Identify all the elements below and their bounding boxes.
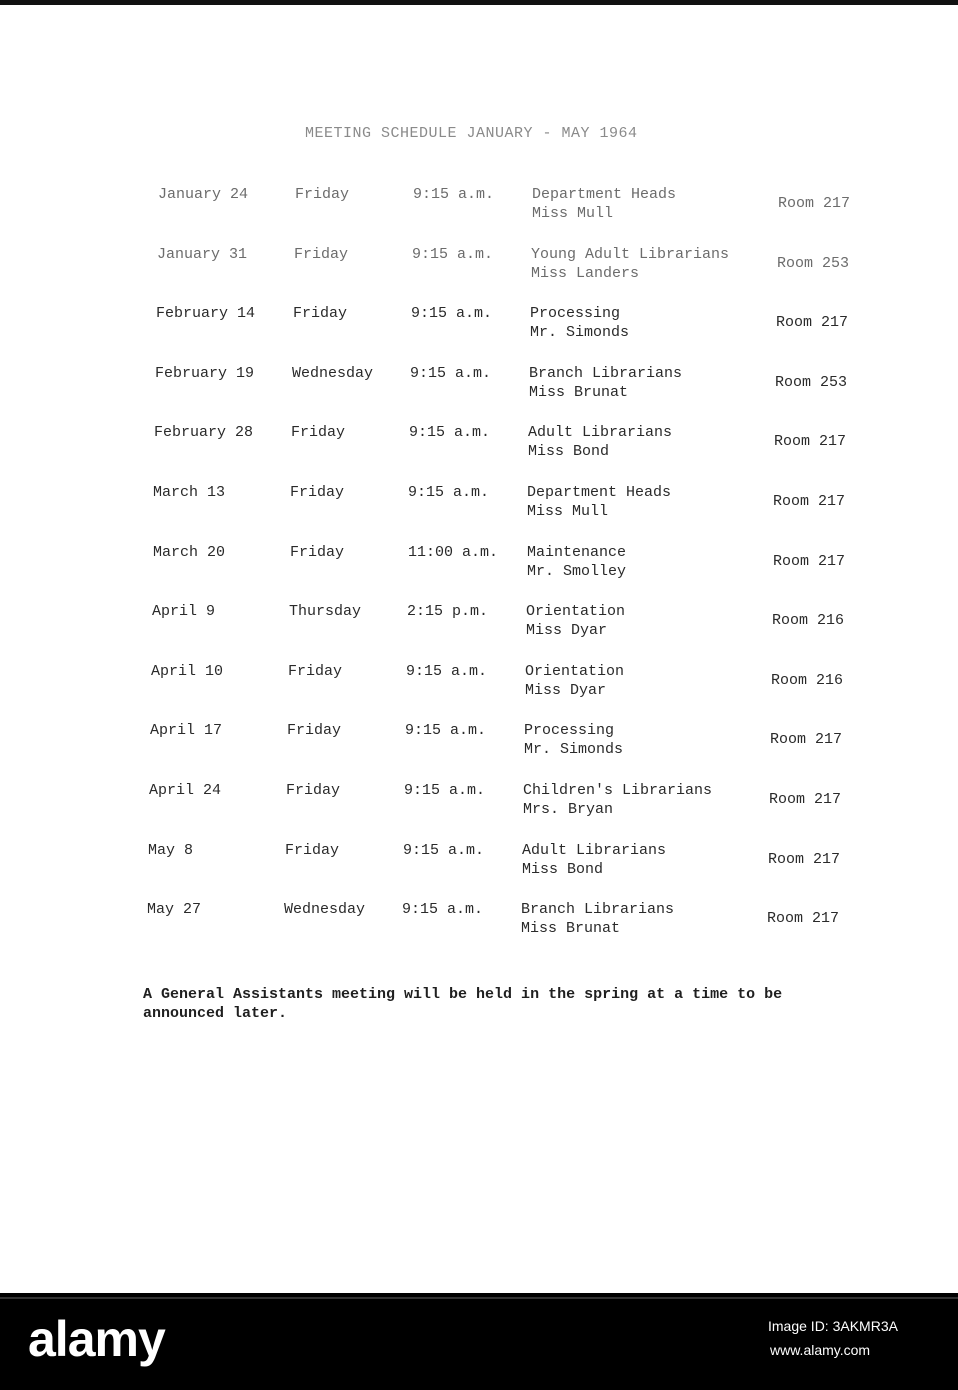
meeting-topic: Processing — [530, 305, 621, 323]
meeting-time: 9:15 a.m. — [406, 662, 488, 680]
footnote: A General Assistants meeting will be held in the spring at a time to be announced later. — [143, 986, 783, 1022]
meeting-row — [0, 245, 958, 289]
meeting-row — [0, 543, 958, 587]
meeting-date: March 13 — [153, 484, 226, 501]
meeting-time: 9:15 a.m. — [411, 305, 493, 323]
meeting-leader: Miss Dyar — [526, 622, 608, 640]
meeting-room: Room 217 — [774, 433, 847, 451]
site-url: www.alamy.com — [770, 1342, 871, 1358]
meeting-date: February 28 — [154, 424, 254, 442]
meeting-date: April 24 — [149, 782, 222, 799]
meeting-date: March 20 — [153, 543, 226, 561]
meeting-row — [0, 662, 958, 706]
watermark-divider — [0, 1297, 958, 1299]
meeting-time: 9:15 a.m. — [403, 841, 485, 859]
meeting-day: Friday — [287, 722, 342, 740]
meeting-day: Wednesday — [292, 364, 374, 382]
meeting-time: 9:15 a.m. — [402, 901, 484, 919]
document-page — [0, 5, 958, 1293]
meeting-row — [0, 304, 958, 348]
meeting-topic: Adult Librarians — [528, 424, 673, 442]
meeting-topic: Orientation — [525, 662, 625, 680]
meeting-topic: Orientation — [526, 603, 626, 621]
meeting-time: 9:15 a.m. — [410, 364, 492, 382]
meeting-date: February 19 — [155, 364, 255, 382]
meeting-row — [0, 602, 958, 646]
meeting-row — [0, 841, 958, 885]
meeting-leader: Miss Bond — [528, 443, 610, 461]
meeting-time: 9:15 a.m. — [412, 245, 494, 263]
meeting-leader: Miss Landers — [531, 264, 640, 282]
meeting-leader: Miss Bond — [522, 860, 604, 878]
meeting-topic: Department Heads — [532, 186, 677, 203]
meeting-leader: Mr. Smolley — [527, 562, 627, 580]
meeting-day: Friday — [293, 305, 348, 323]
meeting-leader: Miss Mull — [532, 205, 614, 222]
meeting-day: Thursday — [289, 603, 362, 621]
meeting-time: 9:15 a.m. — [409, 424, 491, 442]
image-id: Image ID: 3AKMR3A — [768, 1318, 898, 1334]
meeting-room: Room 217 — [773, 552, 846, 570]
meeting-leader: Mr. Simonds — [530, 324, 630, 342]
meeting-date: February 14 — [156, 305, 256, 323]
meeting-topic: Department Heads — [527, 484, 672, 501]
meeting-time: 9:15 a.m. — [404, 782, 486, 799]
meeting-room: Room 253 — [775, 373, 848, 391]
meeting-room: Room 216 — [772, 612, 845, 630]
meeting-day: Friday — [285, 841, 340, 859]
meeting-room: Room 253 — [777, 254, 850, 272]
meeting-topic: Maintenance — [527, 543, 627, 561]
meeting-time: 9:15 a.m. — [405, 722, 487, 740]
meeting-date: May 8 — [148, 841, 194, 859]
meeting-date: January 31 — [157, 245, 248, 263]
meeting-room: Room 217 — [773, 493, 846, 510]
meeting-day: Friday — [290, 484, 345, 501]
meeting-date: January 24 — [158, 186, 249, 203]
meeting-room: Room 217 — [770, 731, 843, 749]
meeting-date: April 17 — [150, 722, 223, 740]
meeting-room: Room 217 — [767, 910, 840, 928]
meeting-day: Friday — [290, 543, 345, 561]
meeting-day: Friday — [291, 424, 346, 442]
meeting-row — [0, 185, 958, 229]
meeting-day: Friday — [288, 662, 343, 680]
meeting-row — [0, 900, 958, 944]
meeting-row — [0, 781, 958, 825]
meeting-topic: Branch Librarians — [529, 364, 683, 382]
meeting-row — [0, 423, 958, 467]
meeting-row — [0, 483, 958, 527]
meeting-date: May 27 — [147, 901, 202, 919]
alamy-logo: alamy — [28, 1311, 165, 1367]
meeting-day: Wednesday — [284, 901, 366, 919]
meeting-topic: Adult Librarians — [522, 841, 667, 859]
page-title: MEETING SCHEDULE JANUARY - MAY 1964 — [305, 125, 638, 142]
meeting-topic: Branch Librarians — [521, 901, 675, 919]
meeting-topic: Children's Librarians — [523, 782, 713, 799]
meeting-leader: Miss Dyar — [525, 681, 607, 699]
meeting-date: April 10 — [151, 662, 224, 680]
meeting-room: Room 217 — [778, 195, 851, 212]
meeting-room: Room 216 — [771, 671, 844, 689]
meeting-room: Room 217 — [768, 850, 841, 868]
meeting-leader: Miss Brunat — [521, 920, 621, 938]
meeting-day: Friday — [295, 186, 350, 203]
meeting-leader: Mr. Simonds — [524, 741, 624, 759]
meeting-leader: Mrs. Bryan — [523, 801, 614, 818]
meeting-row — [0, 721, 958, 765]
meeting-topic: Young Adult Librarians — [531, 245, 730, 263]
meeting-room: Room 217 — [769, 791, 842, 808]
meeting-row — [0, 364, 958, 408]
meeting-room: Room 217 — [776, 314, 849, 332]
meeting-time: 9:15 a.m. — [413, 186, 495, 203]
meeting-leader: Miss Brunat — [529, 383, 629, 401]
meeting-time: 2:15 p.m. — [407, 603, 489, 621]
meeting-time: 9:15 a.m. — [408, 484, 490, 501]
meeting-date: April 9 — [152, 603, 216, 621]
meeting-leader: Miss Mull — [527, 503, 609, 520]
meeting-topic: Processing — [524, 722, 615, 740]
meeting-day: Friday — [294, 245, 349, 263]
meeting-time: 11:00 a.m. — [408, 543, 499, 561]
meeting-day: Friday — [286, 782, 341, 799]
